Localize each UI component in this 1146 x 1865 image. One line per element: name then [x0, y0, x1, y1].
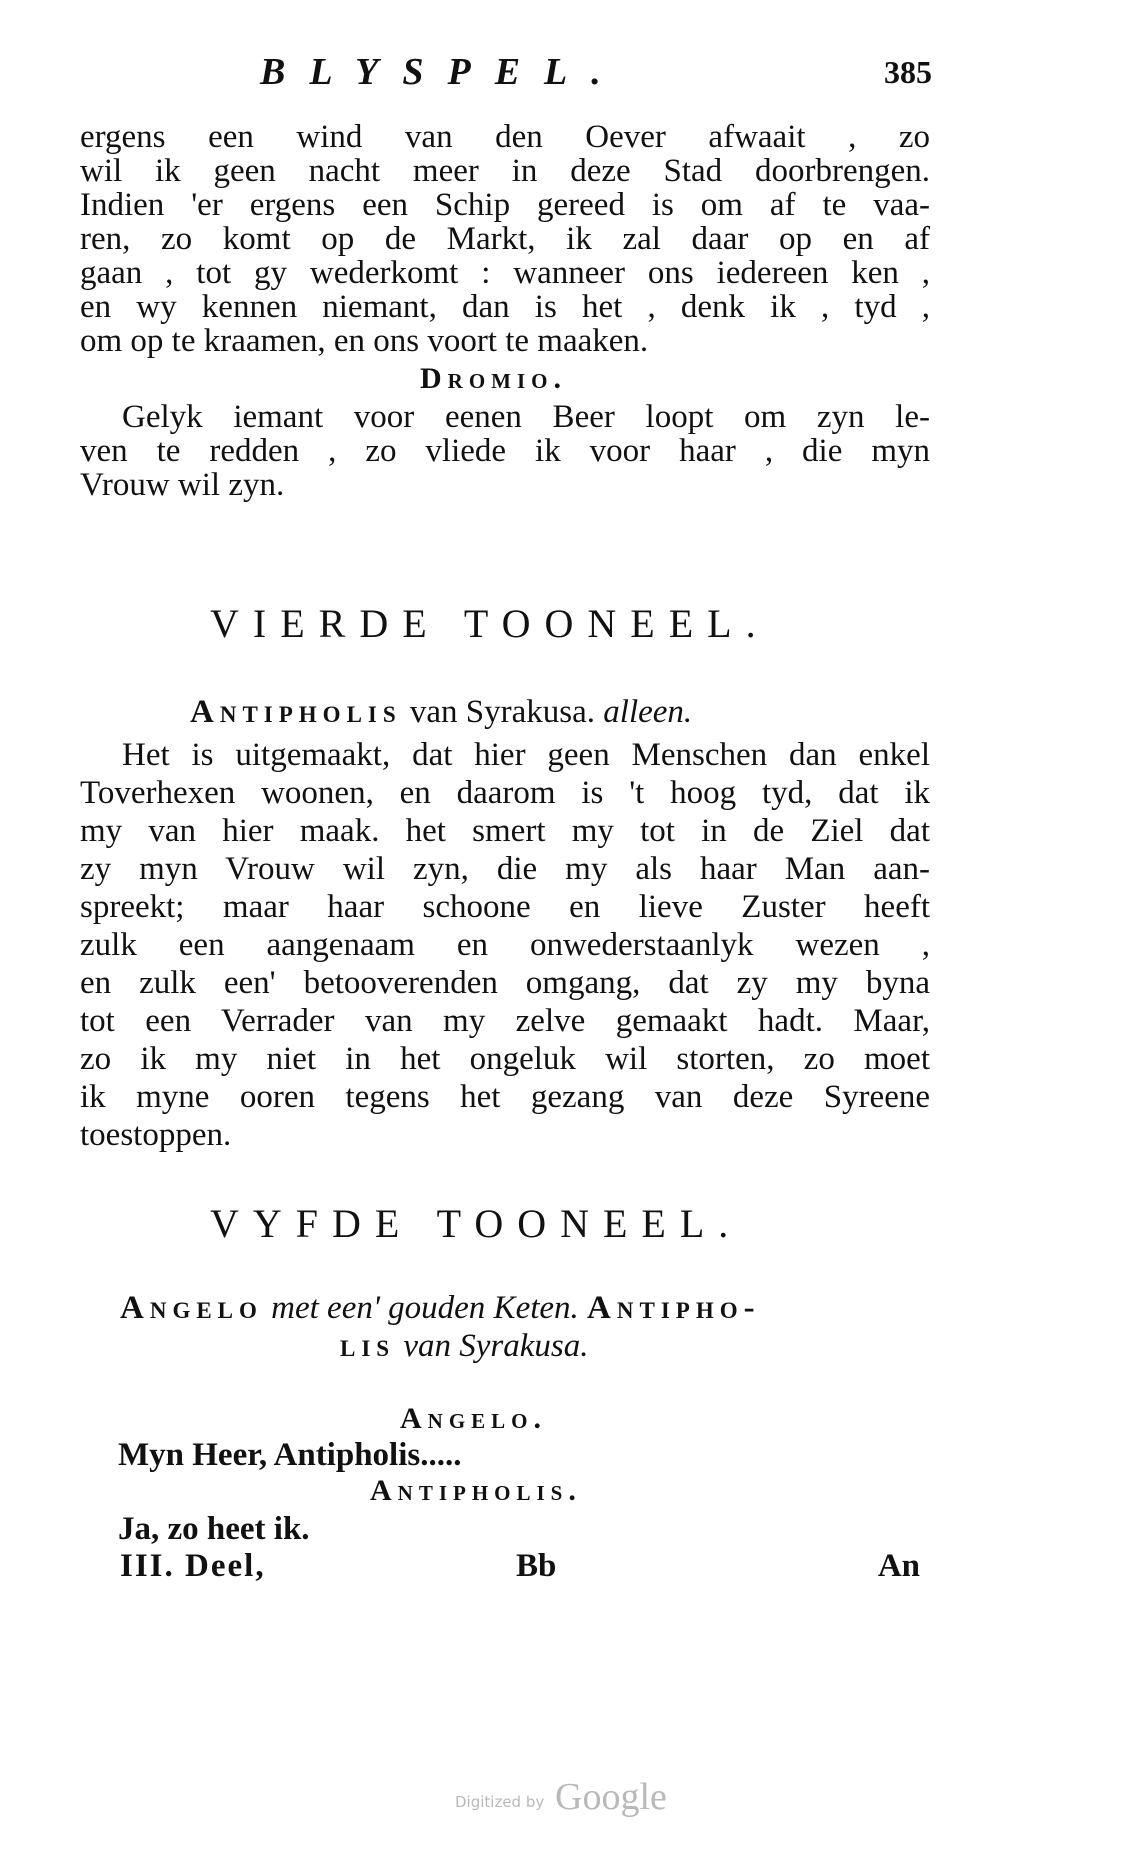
text-line: ven te redden , zo vliede ik voor haar , die myn — [80, 433, 930, 469]
stage-direction: alleen. — [603, 694, 693, 730]
character-name: Antipholis — [190, 694, 402, 730]
text-line: Myn Heer, Antipholis..... — [118, 1437, 462, 1473]
cast-detail: van Syrakusa. — [401, 694, 604, 730]
scene-heading: VYFDE TOONEEL. — [210, 1201, 743, 1246]
character-name: Antipho- — [587, 1290, 761, 1326]
text-line: Ja, zo heet ik. — [118, 1511, 310, 1547]
text-line: en zulk een' betooverenden omgang, dat zy my byna — [80, 965, 930, 1001]
text-line: zo ik my niet in het ongeluk wil storten, zo moet — [80, 1041, 930, 1077]
speaker-name: Dromio. — [420, 362, 567, 395]
signature-mark: Bb — [516, 1548, 557, 1584]
text-line: wil ik geen nacht meer in deze Stad doorbrengen. — [80, 153, 930, 189]
text-line: Indien 'er ergens een Schip gereed is om af te vaa- — [80, 187, 930, 223]
speaker-name: Antipholis. — [370, 1474, 582, 1507]
page-header — [260, 50, 940, 100]
text-line: tot een Verrader van my zelve gemaakt hadt. Maar, — [80, 1003, 930, 1039]
text-line: zulk een aangenaam en onwederstaanlyk wezen , — [80, 927, 930, 963]
stage-direction: van Syrakusa. — [395, 1328, 589, 1364]
text-line: zy myn Vrouw wil zyn, die my als haar Man aan- — [80, 851, 930, 887]
text-line: ik myne ooren tegens het gezang van deze Syreene — [80, 1079, 930, 1115]
page-footer — [120, 1548, 920, 1592]
text-line: toestoppen. — [80, 1117, 232, 1153]
cast-list — [190, 694, 692, 731]
cast-list — [120, 1290, 761, 1327]
stage-direction: met een' gouden Keten. — [262, 1290, 588, 1326]
character-name: Angelo — [120, 1290, 263, 1326]
text-line: Het is uitgemaakt, dat hier geen Menschen dan enkel — [122, 737, 930, 773]
catchword: An — [877, 1548, 920, 1584]
speaker-name: Angelo. — [400, 1402, 548, 1435]
text-line: ren, zo komt op de Markt, ik zal daar op en af — [80, 221, 930, 257]
volume-label: III. Deel, — [120, 1548, 266, 1584]
text-line: Gelyk iemant voor eenen Beer loopt om zyn le- — [122, 399, 930, 435]
text-line: om op te kraamen, en ons voort te maaken. — [80, 323, 649, 359]
running-title: BLYSPEL. — [260, 51, 625, 93]
scene-heading: VIERDE TOONEEL. — [210, 601, 770, 646]
watermark-caption: Digitized by — [455, 1793, 545, 1811]
watermark-brand: Google — [555, 1776, 667, 1818]
text-line: Vrouw wil zyn. — [80, 467, 285, 503]
text-line: ergens een wind van den Oever afwaait , zo — [80, 119, 930, 155]
text-line: Toverhexen woonen, en daarom is 't hoog tyd, dat ik — [80, 775, 930, 811]
text-line: gaan , tot gy wederkomt : wanneer ons iedereen ken , — [80, 255, 930, 291]
text-line: spreekt; maar haar schoone en lieve Zuster heeft — [80, 889, 930, 925]
cast-list — [340, 1328, 588, 1365]
digitization-watermark — [455, 1775, 715, 1818]
character-name: lis — [340, 1328, 396, 1364]
text-line: my van hier maak. het smert my tot in de Ziel dat — [80, 813, 930, 849]
page-number: 385 — [884, 54, 932, 90]
text-line: en wy kennen niemant, dan is het , denk ik , tyd , — [80, 289, 930, 325]
